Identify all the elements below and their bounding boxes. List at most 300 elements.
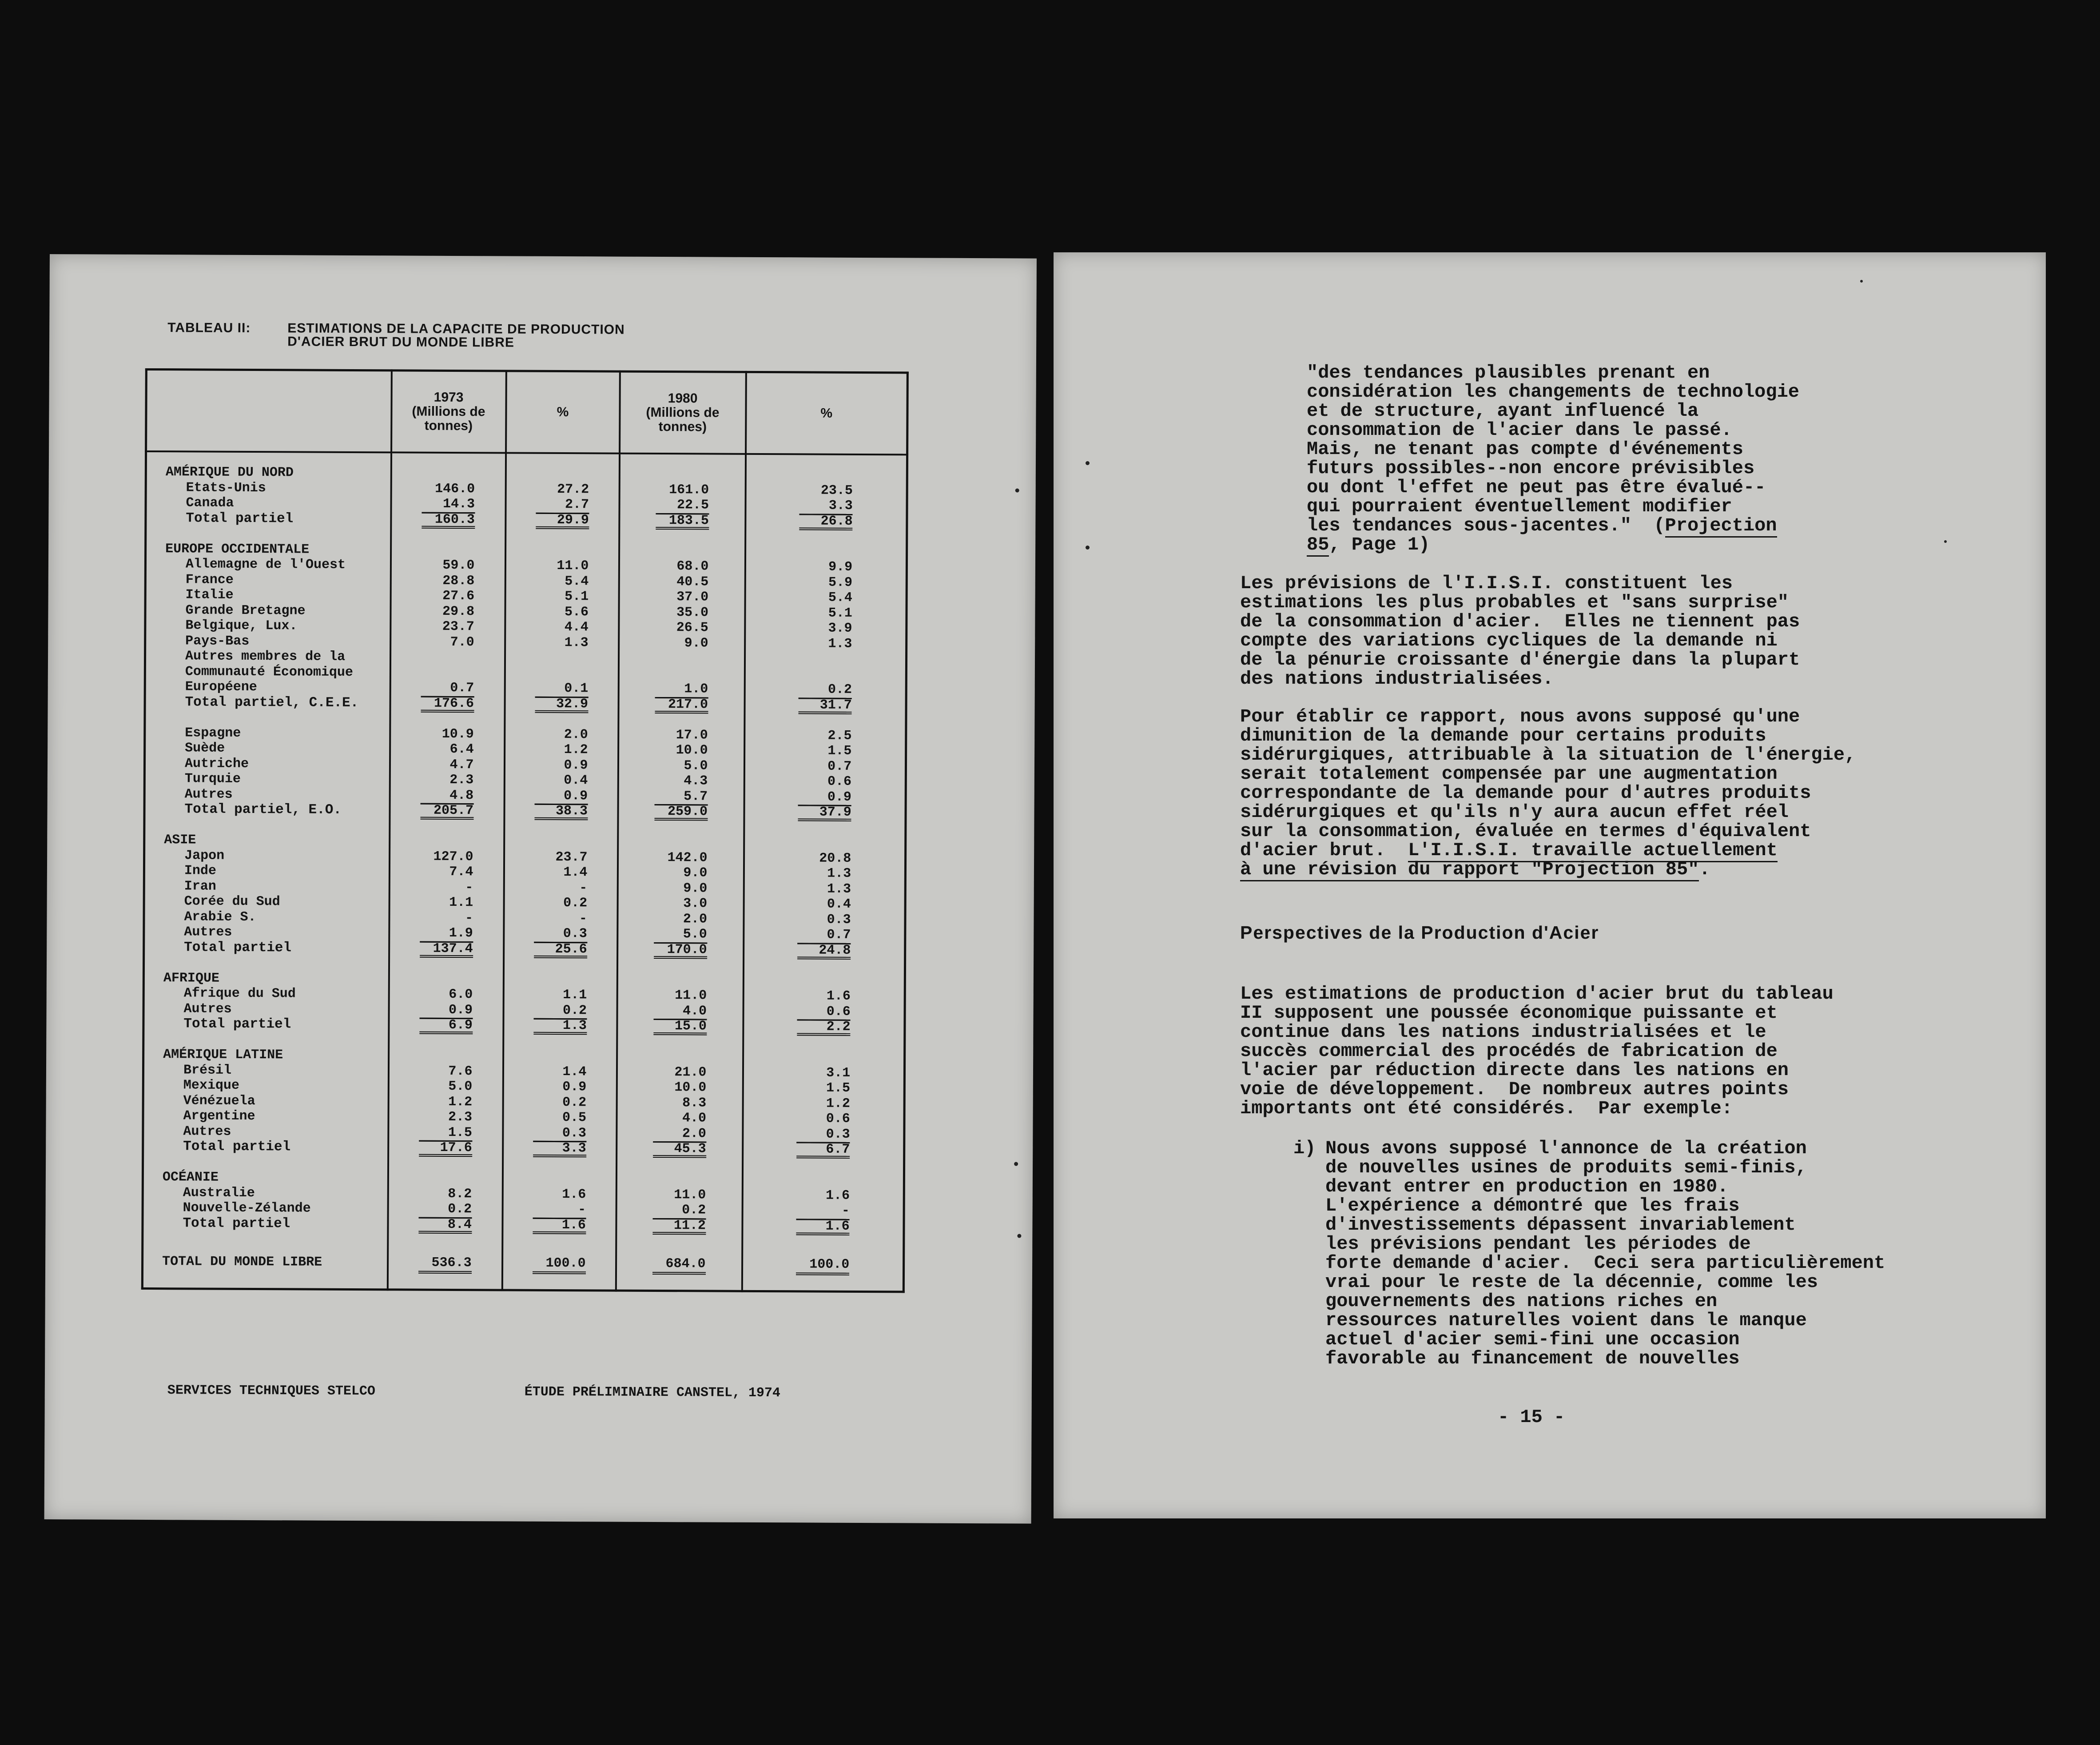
row-label: Total partiel: [183, 1139, 291, 1155]
table-cell: [505, 727, 617, 743]
quote-last-text: les tendances sous-jacentes." (: [1307, 515, 1665, 536]
column-1973-percent: [502, 453, 619, 1290]
table-cell: [390, 925, 503, 941]
table-cell: [744, 988, 904, 1004]
text-line: dimunition de la demande pour certains produits: [1240, 725, 1766, 746]
cell-value: 5.1: [565, 589, 589, 605]
cell-value: 0.9: [562, 1080, 587, 1095]
table-cell: [390, 941, 503, 957]
text-line: actuel d'acier semi-fini une occasion: [1325, 1329, 1740, 1350]
table-cell: [390, 849, 503, 865]
table-cell: [391, 558, 504, 574]
cell-value: 68.0: [676, 559, 709, 574]
cell-value: -: [533, 1202, 586, 1219]
row-label: Total partiel, C.E.E.: [185, 694, 359, 711]
cell-value: 6.0: [449, 987, 473, 1003]
table-cell: [389, 1079, 502, 1095]
table-cell: [744, 881, 904, 897]
row-label: Total partiel, E.O.: [184, 801, 342, 818]
cell-value: 5.0: [684, 758, 708, 773]
table-cell: [744, 1111, 903, 1127]
table-cell: [391, 741, 504, 757]
cell-value: 9.0: [683, 865, 708, 881]
table-cell: [391, 726, 504, 742]
table-cell: [745, 682, 905, 698]
table-cell: [744, 1019, 904, 1035]
cell-value: 1.6: [533, 1217, 586, 1234]
cell-value: 1.3: [828, 636, 852, 652]
table-cell: [619, 850, 743, 866]
table-cell: [620, 590, 744, 606]
table-cell: [389, 1255, 501, 1271]
table-cell: [619, 835, 743, 851]
cell-value: 20.8: [819, 851, 851, 866]
table-cell: [506, 604, 618, 620]
cell-value: 0.6: [827, 774, 852, 789]
cell-value: 9.9: [828, 559, 853, 575]
table-cell: [391, 573, 504, 589]
row-label: Européene: [185, 679, 257, 695]
table-cell: [391, 619, 504, 635]
table-cell: [617, 1111, 742, 1127]
table-cell: [505, 681, 617, 697]
cell-value: 1.2: [826, 1096, 850, 1112]
table-cell: [392, 496, 505, 512]
row-gap: [745, 713, 905, 729]
row-label: Allemagne de l'Ouest: [185, 557, 346, 573]
table-cell: [505, 650, 617, 666]
table-cell: [506, 589, 618, 605]
text-line: et de structure, ayant influencé la: [1307, 400, 1699, 422]
table-cell: [391, 665, 504, 681]
table-cell: [504, 1048, 616, 1064]
table-cell: [391, 696, 504, 712]
table-cell: [389, 1125, 502, 1141]
text-line: continue dans les nations industrialisées et le: [1240, 1021, 1766, 1043]
table-cell: [504, 1003, 616, 1019]
cell-value: 0.1: [535, 681, 588, 698]
cell-value: 217.0: [655, 697, 708, 713]
row-label: Etats-Unis: [186, 480, 266, 496]
row-gap: [743, 1234, 903, 1258]
cell-value: 29.9: [536, 512, 589, 529]
cell-value: 15.0: [653, 1019, 707, 1036]
cell-value: 23.5: [820, 483, 853, 498]
cell-value: 3.1: [826, 1065, 851, 1081]
cell-value: 21.0: [674, 1064, 707, 1080]
table-cell: [505, 696, 617, 712]
cell-value: 8.2: [448, 1186, 472, 1202]
row-label: Total partiel: [183, 1215, 290, 1231]
cell-value: 5.1: [828, 606, 852, 621]
table-cell: [618, 972, 742, 988]
table-cell: [505, 926, 616, 942]
cell-value: 5.0: [448, 1079, 473, 1095]
cell-value: 24.8: [797, 943, 851, 960]
table-cell: [745, 850, 905, 866]
table-caption: [167, 321, 625, 350]
cell-value: 1.6: [796, 1219, 850, 1235]
line-8-text: d'acier brut.: [1240, 840, 1408, 861]
table-cell: [391, 588, 504, 604]
text-line: voie de développement. De nombreux autres points: [1240, 1079, 1789, 1100]
paragraph-assumptions-line-8: [1240, 841, 1856, 860]
cell-value: 3.9: [828, 621, 852, 636]
table-header-row: [146, 369, 908, 454]
text-line: Les estimations de production d'acier brut du tableau: [1240, 983, 1834, 1004]
cell-value: 1.3: [564, 635, 589, 650]
cell-value: [419, 1059, 473, 1060]
text-line: "des tendances plausibles prenant en: [1307, 362, 1710, 383]
table-cell: [504, 1064, 616, 1080]
table-cell: [504, 1095, 616, 1111]
table-cell: [745, 805, 905, 821]
table-cell: [620, 620, 744, 636]
cell-value: 5.9: [828, 575, 853, 590]
page-number: - 15 -: [1498, 1406, 1565, 1428]
table-cell: [744, 1126, 903, 1142]
cell-value: [797, 1060, 850, 1061]
cell-value: 0.2: [799, 682, 852, 699]
table-cell: [620, 635, 744, 651]
table-cell: [619, 743, 744, 759]
cell-value: 2.0: [683, 911, 708, 927]
row-gap: [744, 1034, 904, 1050]
table-cell: [389, 1109, 502, 1125]
table-cell: [619, 773, 743, 789]
cell-value: 25.6: [534, 941, 587, 958]
cell-value: 0.7: [797, 927, 851, 944]
table-cell: [392, 512, 505, 528]
row-gap: [619, 712, 744, 728]
row-gap: [743, 1157, 903, 1173]
cell-value: 40.5: [676, 574, 709, 590]
table-cell: [392, 466, 505, 482]
row-gap: [503, 1232, 615, 1256]
table-cell: [617, 1141, 742, 1157]
cell-value: 6.9: [419, 1018, 473, 1035]
table-cell: [503, 1187, 615, 1203]
row-label: Espagne: [185, 725, 241, 741]
table-cell: [620, 467, 744, 483]
text-line: gouvernements des nations riches en: [1325, 1291, 1718, 1312]
cell-value: 1.3: [827, 866, 851, 881]
row-gap: [505, 711, 617, 727]
cell-value: 1.4: [563, 865, 588, 880]
row-gap: [389, 1155, 502, 1171]
header-1980-percent: %: [746, 372, 908, 454]
table-cell: [744, 927, 904, 943]
cell-value: 0.9: [798, 789, 851, 806]
row-label: France: [185, 572, 234, 588]
cell-value: 10.0: [674, 1080, 707, 1096]
scan-speck: [1860, 280, 1863, 283]
table-cell: [744, 1004, 904, 1020]
table-cell: [745, 651, 905, 667]
cell-value: 8.3: [682, 1095, 707, 1111]
table-cell: [505, 941, 616, 957]
table-cell: [506, 574, 618, 590]
text-line: correspondante de la demande pour d'autres produits: [1240, 782, 1811, 804]
text-line: futurs possibles--non encore prévisibles: [1307, 458, 1755, 479]
cell-value: 0.3: [827, 912, 851, 928]
cell-value: 684.0: [652, 1256, 705, 1275]
cell-value: 2.2: [797, 1019, 851, 1036]
table-cell: [620, 605, 744, 621]
column-1980-tonnes: [616, 454, 745, 1291]
cell-value: 37.9: [798, 805, 851, 821]
cell-value: 0.2: [652, 1203, 706, 1219]
table-cell: [617, 1064, 742, 1080]
text-line: sidérurgiques et qu'ils n'y aura aucun effet réel: [1240, 801, 1789, 823]
row-label: Japon: [184, 848, 225, 864]
text-line: devant entrer en production en 1980.: [1325, 1176, 1729, 1197]
table-cell: [744, 1080, 903, 1096]
cell-value: 4.3: [684, 773, 708, 789]
row-gap: [617, 1233, 741, 1257]
cell-value: 2.0: [564, 727, 588, 742]
cell-value: 9.0: [684, 635, 708, 651]
row-label: Total partiel: [186, 510, 294, 526]
row-gap: [617, 1156, 741, 1172]
table-cell: [744, 896, 904, 912]
cell-value: [655, 661, 708, 662]
table-cell: [390, 972, 502, 988]
header-1973-tonnes: 1973 (Millions de tonnes): [391, 371, 506, 453]
cell-value: 0.4: [564, 773, 588, 789]
row-label: Mexique: [183, 1078, 239, 1093]
table-cell: [743, 1187, 903, 1203]
row-label: Nouvelle-Zélande: [183, 1200, 311, 1216]
cell-value: 1.5: [419, 1125, 472, 1142]
cell-value: 32.9: [535, 696, 588, 713]
caption-title-line-2: D'ACIER BRUT DU MONDE LIBRE: [287, 334, 515, 350]
table-cell: [389, 1140, 502, 1156]
table-cell: [506, 512, 618, 528]
text-line: considération les changements de technologie: [1307, 381, 1799, 402]
row-gap: [505, 819, 617, 835]
table-cell: [743, 1172, 903, 1188]
cell-value: 4.8: [420, 788, 473, 805]
cell-value: 23.7: [555, 849, 588, 865]
table-cell: [505, 757, 617, 773]
cell-value: 170.0: [654, 942, 707, 959]
cell-value: 1.3: [533, 1018, 587, 1035]
table-cell: [745, 728, 905, 744]
cell-value: 160.3: [422, 512, 475, 529]
table-cell: [743, 1218, 903, 1234]
table-cell: [503, 1255, 615, 1271]
text-line: d'investissements dépassent invariablement: [1325, 1214, 1796, 1235]
cell-value: -: [579, 911, 588, 926]
header-1980-tonnes: 1980 (Millions de tonnes): [620, 371, 746, 454]
text-line: II supposent une poussée économique puissante et: [1240, 1002, 1778, 1024]
cell-value: 7.0: [450, 634, 474, 650]
table-cell: [744, 1096, 903, 1112]
text-line: de la pénurie croissante d'énergie dans la plupart: [1240, 649, 1800, 670]
table-cell: [505, 911, 616, 927]
table-cell: [746, 498, 906, 514]
list-item-text: Nous avons supposé l'annonce de la création: [1325, 1138, 1807, 1159]
table-cell: [504, 1125, 616, 1141]
cell-value: 11.0: [557, 558, 589, 574]
cell-value: 1.0: [655, 681, 708, 698]
table-cell: [746, 636, 906, 652]
table-cell: [505, 834, 617, 850]
table-cell: [617, 1256, 741, 1272]
column-1980-percent: [742, 454, 907, 1292]
table-cell: [391, 604, 504, 620]
table-cell: [506, 619, 618, 635]
cell-value: 536.3: [418, 1255, 471, 1274]
cell-value: 0.7: [421, 681, 474, 697]
cell-value: [653, 983, 707, 984]
table-cell: [617, 1203, 741, 1219]
caption-label: TABLEAU II:: [167, 320, 251, 335]
text-line: forte demande d'acier. Ceci sera particulièrement: [1325, 1252, 1885, 1274]
cell-value: 22.5: [656, 498, 709, 514]
list-item-continuation: [1293, 1158, 1885, 1368]
cell-value: 2.7: [536, 497, 589, 514]
row-label: Canada: [186, 495, 234, 511]
table-cell: [504, 1110, 616, 1126]
capacity-table: [141, 368, 909, 1293]
table-cell: [392, 481, 505, 497]
table-cell: [744, 1142, 903, 1158]
table-cell: [620, 513, 744, 529]
table-cell: [745, 666, 905, 682]
table-cell: [744, 866, 904, 882]
cell-value: 205.7: [420, 803, 473, 820]
scan-speck: [1017, 1234, 1021, 1238]
table-cell: [744, 942, 904, 958]
cell-value: 45.3: [653, 1141, 706, 1158]
table-cell: [743, 1257, 903, 1273]
cell-value: 1.2: [448, 1094, 473, 1110]
cell-value: 37.0: [676, 590, 709, 605]
row-label: Autres: [183, 1001, 232, 1017]
table-cell: [504, 987, 616, 1003]
region-heading: OCÉANIE: [162, 1170, 219, 1185]
cell-value: 0.6: [797, 1004, 851, 1021]
cell-value: 161.0: [669, 482, 709, 498]
row-label: Total partiel: [183, 1016, 291, 1032]
cell-value: [536, 477, 589, 478]
table-cell: [746, 467, 906, 483]
table-cell: [620, 482, 744, 498]
quote-reference-number: 85: [1307, 534, 1329, 557]
cell-value: -: [579, 880, 588, 896]
table-body-row: [142, 451, 907, 1291]
row-gap: [145, 955, 388, 972]
cell-value: 146.0: [435, 481, 475, 497]
row-gap: [619, 819, 743, 835]
row-gap: [504, 1033, 616, 1049]
cell-value: 26.8: [799, 514, 853, 530]
text-line: les prévisions pendant les périodes de: [1325, 1233, 1751, 1255]
table-cell: [506, 497, 618, 513]
table-cell: [745, 835, 905, 851]
text-line: vrai pour le reste de la décennie, comme les: [1325, 1271, 1818, 1293]
cell-value: 2.5: [827, 728, 852, 744]
row-gap: [390, 1033, 502, 1049]
text-line: de nouvelles usines de produits semi-finis,: [1325, 1157, 1807, 1178]
cell-value: 4.7: [449, 757, 474, 773]
cell-value: 14.3: [422, 497, 475, 514]
row-label: Total partiel: [184, 939, 292, 956]
header-1973-percent: %: [506, 371, 620, 454]
cell-value: 3.3: [533, 1141, 586, 1158]
table-cell: [746, 621, 906, 637]
table-cell: [745, 758, 905, 774]
cell-value: 4.0: [653, 1003, 707, 1020]
table-cell: [745, 774, 905, 790]
text-line: serait totalement compensée par une augmentation: [1240, 763, 1778, 785]
row-label: Pays-Bas: [185, 633, 250, 649]
table-cell: [504, 972, 616, 988]
cell-value: 10.0: [676, 743, 708, 758]
table-cell: [744, 912, 904, 928]
table-cell: [503, 1202, 615, 1218]
cell-value: 2.3: [449, 772, 474, 788]
cell-value: 2.3: [448, 1109, 473, 1125]
text-line: qui pourraient éventuellement modifier: [1307, 496, 1732, 517]
section-heading: Perspectives de la Production d'Acier: [1240, 922, 1599, 943]
cell-value: -: [465, 880, 473, 895]
row-label: Autres membres de la: [185, 649, 346, 665]
table-cell: [617, 1095, 742, 1111]
row-gap: [392, 527, 505, 543]
cell-value: 0.6: [826, 1111, 850, 1127]
cell-value: 1.1: [449, 895, 473, 911]
right-page: [1054, 252, 2046, 1518]
row-gap: [504, 956, 616, 972]
text-line: l'acier par réduction directe dans les nations en: [1240, 1060, 1789, 1081]
table-cell: [390, 1048, 502, 1064]
cell-value: 29.8: [442, 604, 475, 619]
table-cell: [505, 880, 616, 896]
cell-value: 1.5: [826, 1080, 851, 1096]
cell-value: 26.5: [676, 620, 708, 636]
table-cell: [746, 482, 906, 498]
text-line: sidérurgiques, attribuable à la situation de l'énergie,: [1240, 744, 1856, 765]
table-cell: [389, 1217, 501, 1233]
text-line: estimations les plus probables et "sans surprise": [1240, 592, 1789, 613]
row-gap: [618, 1034, 742, 1050]
cell-value: 10.9: [441, 726, 474, 742]
table-cell: [390, 864, 503, 880]
row-gap: [390, 956, 502, 972]
cell-value: 0.9: [534, 788, 588, 805]
table-cell: [618, 865, 743, 881]
table-cell: [391, 649, 504, 665]
table-cell: [504, 1018, 616, 1034]
paragraph-assumptions-lines: [1240, 707, 1856, 841]
footer-publisher: SERVICES TECHNIQUES STELCO: [167, 1383, 375, 1399]
scan-speck: [1086, 546, 1090, 550]
row-gap: [620, 528, 744, 544]
table-cell: [745, 697, 905, 713]
table-cell: [506, 466, 618, 482]
row-gap: [145, 817, 389, 833]
table-cell: [619, 789, 743, 805]
header-region: [146, 369, 392, 452]
cell-value: 11.2: [652, 1218, 706, 1235]
region-heading: TOTAL DU MONDE LIBRE: [162, 1254, 322, 1270]
table-cell: [618, 1049, 742, 1065]
table-cell: [506, 635, 618, 651]
cell-value: 3.3: [799, 498, 853, 515]
